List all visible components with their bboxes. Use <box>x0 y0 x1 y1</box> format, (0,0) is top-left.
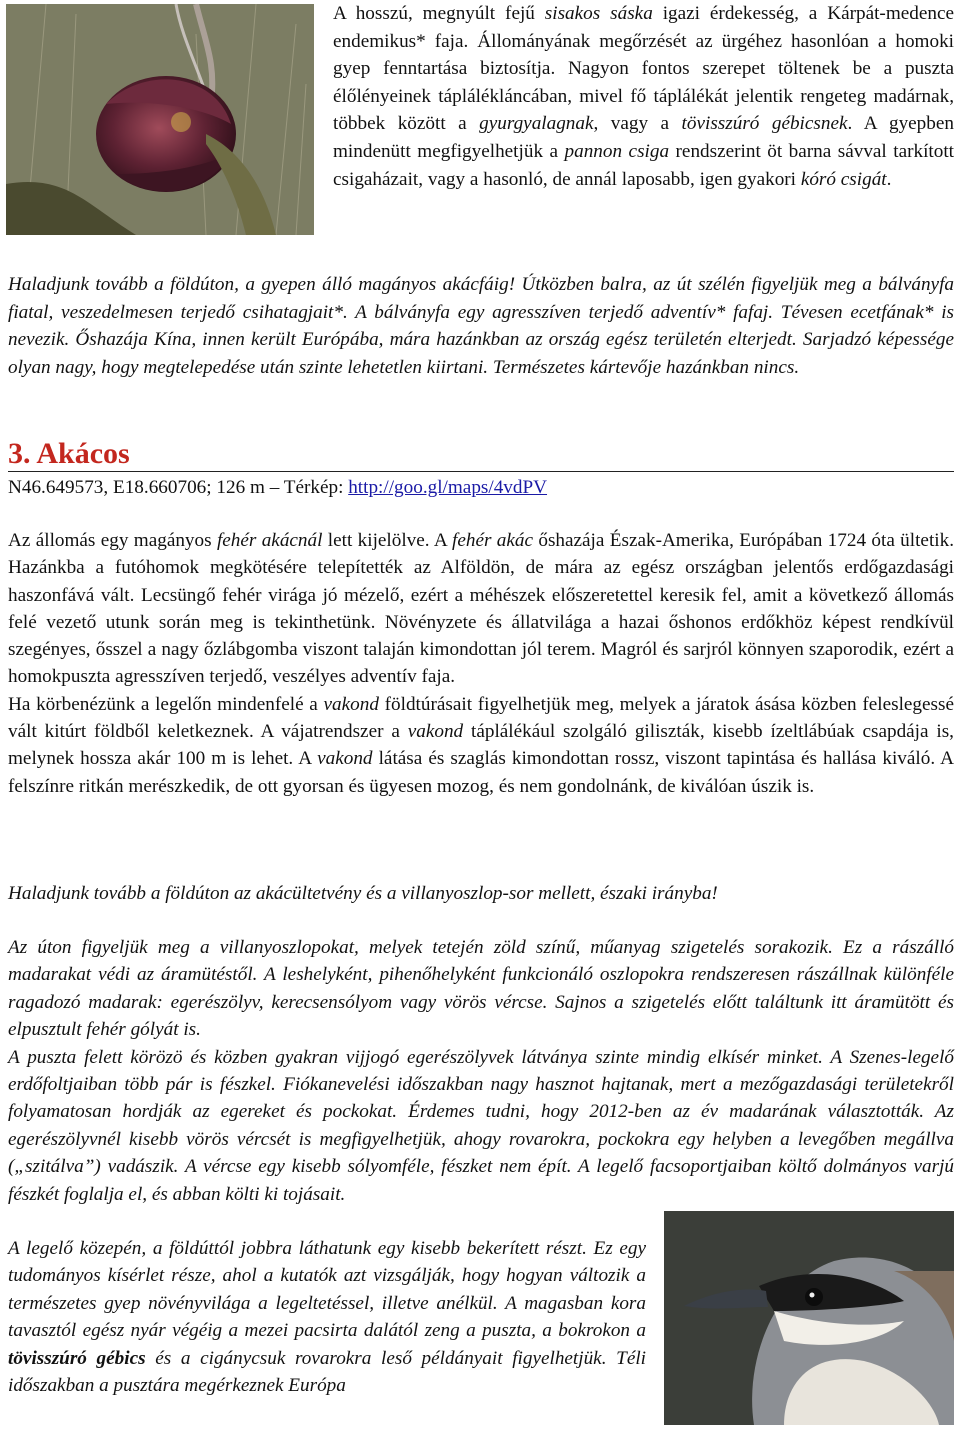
text-run: . <box>886 168 892 190</box>
text-run: gyurgyalagnak <box>479 113 594 135</box>
text-run: Ha körbenézünk a legelőn mindenfelé a <box>8 693 324 715</box>
text-run: . A gyepben mindenütt megfigyelhetjük a <box>333 113 954 162</box>
text-run: A legelő közepén, a földúttól jobbra láthatunk egy kisebb bekerített részt. Ez egy tudományos kísérlet része, ahol a kutatók azt vizsgálják, hogy hogyan változik a természetes gyep növényvilága a legeltetéssel, illetve anélkül. A magasban kora tavasztól egész nyár végéig a mezei pacsirta dalától zeng a puszta, a bokrokon a <box>8 1238 646 1342</box>
text-run: , vagy a <box>593 113 682 135</box>
section-heading: 3. Akácos <box>8 437 130 470</box>
shrike-image <box>664 1211 954 1425</box>
text-run: és a cigánycsuk rovarokra leső példányait figyelhetjük. Téli időszakban a pusztára megérkeznek Európa <box>8 1347 646 1397</box>
acacia-section-body <box>8 527 954 800</box>
text-run: rendszerint öt barna sávval tarkított csigaházait, vagy a hasonló, de annál laposabb, igen gyakori <box>333 140 954 190</box>
text-run: fehér akácnál <box>216 530 323 551</box>
text-run: lett kijelölve. A <box>322 530 453 551</box>
intro-paragraph <box>333 0 954 193</box>
text-run: vakond <box>323 693 379 715</box>
text-run: látása és szaglás kimondottan rossz, viszont tapintása és hallása kiváló. A felszínre ritkán merészkedik, de ott gyorsan és ügyesen mozog, és nem gondolnánk, de kiválóan úszik is. <box>8 748 954 797</box>
coordinates-text: N46.649573, E18.660706; 126 m – Térkép: <box>8 477 349 498</box>
direction-paragraph <box>8 880 954 908</box>
buzzard-paragraph: A puszta felett körözö és közben gyakran vijjogó egerészölyvek látványa szinte mindig elkísér minket. A Szenes-legelő erdőfoltjaiban több pár is fészkel. Fiókanevelési időszakban nagy hasznot hajtanak, mert a mezőgazdasági területekről folyamatosan hordják az egereket és pockokat. Érdemes tudni, hogy 2012-ben az év madarának választották. Az egerészölyvnél kisebb vörös vércsét is megfigyelhetjük, ahogy rovarokra, pockokra egy helyben a levegőben megállva („szitálva”) vadászik. A vércse egy kisebb sólyomféle, fészket nem épít. A legelő facsoportjaiban költő dolmányos varjú fészkét foglalja el, és abban költi ki tojásait. <box>8 1046 954 1205</box>
walk-to-acacia-text: Haladjunk tovább a földúton, a gyepen álló magányos akácfáig! Útközben balra, az út szélén figyeljük meg a bálványfa fiatal, veszedelmesen terjedő csihatagjait*. A bálványfa egy agresszíven terjedő adventív* fafaj. Tévesen ecetfának* is nevezik. Őshazája Kína, innen került Európába, mára hazánkban az ország egész területén elterjedt. Sarjadzó képessége olyan nagy, hogy megtelepedése után szinte lehetetlen kiirtani. Természetes kártevője hazánkban nincs. <box>8 274 954 378</box>
experiment-paragraph <box>8 1235 646 1399</box>
text-run: Az állomás egy magányos <box>8 530 217 551</box>
experiment-text <box>8 1235 646 1399</box>
raptors-section <box>8 934 954 1208</box>
text-run: táplálékául szolgáló giliszták, kisebb ízeltlábúak csapdája is, melynek hossza akár 100 m is lehet. A <box>8 721 954 770</box>
direction-text: Haladjunk tovább a földúton az akácültetvény és a villanyoszlop-sor mellett, északi irányba! <box>8 883 718 904</box>
text-run: tövisszúró gébics <box>8 1347 146 1369</box>
pasque-flower-image <box>6 4 314 235</box>
text-run: földtúrásait figyelhetjük meg, melyek a járatok ásása közben feleslegessé vált kitúrt földből keletkeznek. A vájatrendszer a <box>8 693 954 743</box>
acacia-paragraph <box>8 527 954 691</box>
map-link[interactable]: http://goo.gl/maps/4vdPV <box>348 477 548 498</box>
text-run: A hosszú, megnyúlt fejű <box>333 3 545 24</box>
text-run: vakond <box>407 721 464 743</box>
text-run: igazi érdekesség, a Kárpát-medence endemikus* faja. Állományának megőrzését az ürgéhez hasonlóan a homoki gyep fenntartása biztosítja. Nagyon fontos szerepet töltenek be a puszta élőlényeinek táplálékláncában, mivel fő táplálékát jelentik rengeteg madárnak, többek között a <box>333 3 954 135</box>
text-run: sisakos sáska <box>544 3 653 24</box>
text-run: kóró csigát <box>800 168 887 190</box>
heading-rule <box>8 471 954 472</box>
text-run: pannon csiga <box>564 140 670 162</box>
station-coordinates <box>8 474 547 501</box>
text-run: fehér akác <box>452 530 534 551</box>
text-run: tövisszúró gébicsnek <box>681 113 848 135</box>
intro-text <box>333 0 954 193</box>
text-run: vakond <box>317 748 373 770</box>
mole-paragraph <box>8 691 954 800</box>
walk-to-acacia-paragraph <box>8 271 954 381</box>
red-backed-shrike-photo <box>664 1211 954 1425</box>
poles-paragraph: Az úton figyeljük meg a villanyoszlopokat, melyek tetején zöld színű, műanyag szigetelés sorakozik. Ez a rászálló madarakat védi az áramütéstől. A leshelyként, pihenőhelyként funkcionáló oszlopokra rendszeresen rászállnak különféle ragadozó madarak: egerészölyv, kerecsensólyom vagy vörös vércse. Sajnos a szigetelés előtt találtunk itt áramütött és elpusztult fehér gólyát is. <box>8 937 954 1041</box>
text-run: őshazája Észak-Amerika, Európában 1724 óta ültetik. Hazánkba a futóhomok megkötésére telepítették az Alföldön, de mára az egész országban jelentős erdőgazdasági haszonfává vált. Lecsüngő fehér virága jó mézelő, ezért a méhészek előszeretettel keresik fel, amit a következő állomás felé vezető utunk során meg is tekinthetünk. Növényzete és állatvilága a hazai őshonos erdőkhöz képest rendkívül szegényes, ősszel a nagy őzlábgomba viszont talaján kimondottan jól terem. Magról és sarjról könnyen szaporodik, ezért a homokpuszta agresszíven terjedő, veszélyes adventív faja. <box>8 530 955 688</box>
pasque-flower-photo <box>6 4 314 235</box>
